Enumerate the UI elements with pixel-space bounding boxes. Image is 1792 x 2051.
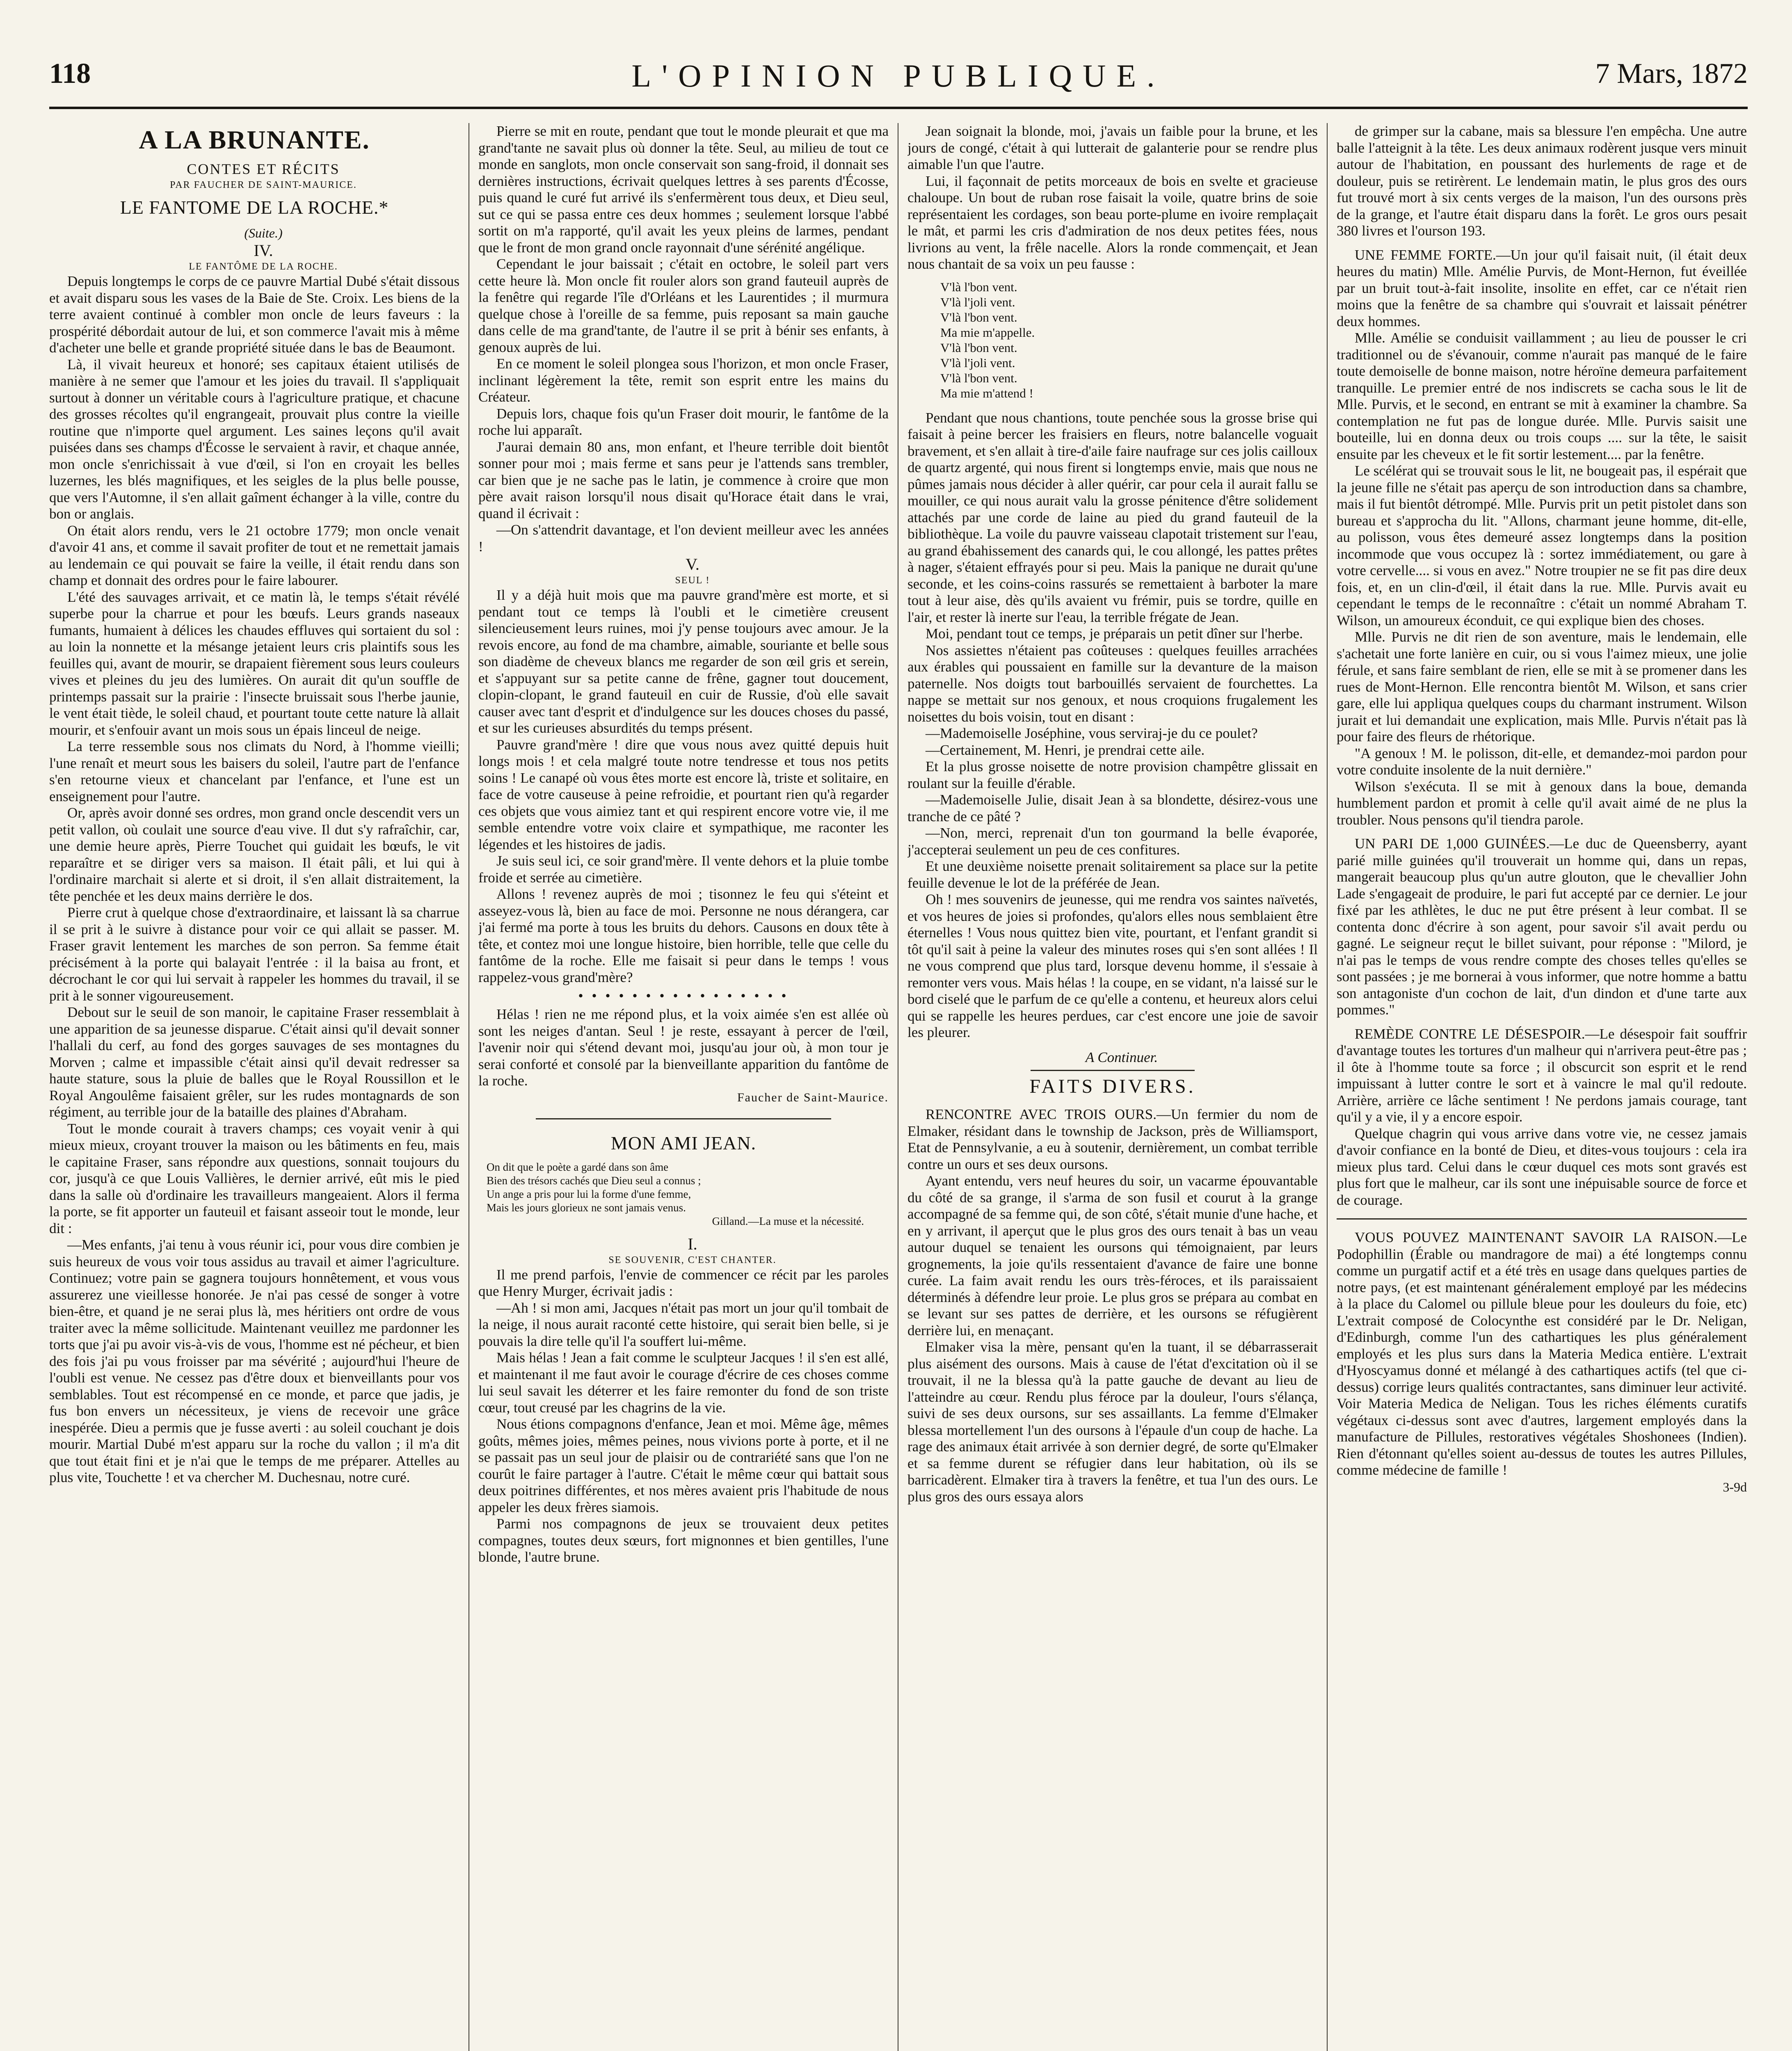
chapter-title: SEUL ! xyxy=(675,575,710,586)
news-item: UNE FEMME FORTE.—Un jour qu'il faisait nuit, (il était deux heures du matin) Mlle. Amélie Purvis, de Mont-Hernon, fut éveillée par un bruit tout-à-fait insolite, insolite en effet, car ce n'était rien moins que la fenêtre de sa chambre qui s'ouvrait et laissait pénétrer deux hommes. xyxy=(1337,247,1747,329)
song-line: Ma mie m'appelle. xyxy=(940,325,1035,340)
paragraph: —On s'attendrit davantage, et l'on devient meilleur avec les années ! xyxy=(478,522,889,555)
to-be-continued: A Continuer. xyxy=(1085,1049,1158,1065)
column-3 xyxy=(907,123,1318,2051)
paragraph: Lui, il façonnait de petits morceaux de bois en svelte et gracieuse chaloupe. Un bout de ruban rose faisait la voile, quatre brins de soie représentaient les cordages, son beau porte-plume en ivoire remplaçait le mât, et parmi les cris d'admiration de nos deux petites fées, nous livrions au vent, la frêle nacelle. Alors la ronde commençait, et Jean nous chantait de sa voix un peu fausse : xyxy=(907,173,1318,272)
paragraph: Le scélérat qui se trouvait sous le lit, ne bougeait pas, il espérait que la jeune fille ne s'était pas aperçu de son introduction dans sa chambre, mais il fut bientôt détrompé. Mlle. Purvis prit un petit pistolet dans son bureau et s'approcha du lit. "Allons, charmant jeune homme, dit-elle, au polisson, vous êtes demeuré assez longtemps dans la position incommode que vous occupez là : sortez immédiatement, ou gare à votre cervelle.... si vous en avez." Notre troupier ne se fit pas dire deux fois, et, en un clin-d'œil, il était dans la rue. Mlle. Purvis avait eu cependant le temps de le reconnaître : c'était un nommé Abraham T. Wilson, un amoureux éconduit, ce qui explique bien des choses. xyxy=(1337,463,1747,628)
paragraph: "A genoux ! M. le polisson, dit-elle, et demandez-moi pardon pour votre conduite insolente de la nuit dernière." xyxy=(1337,745,1747,778)
paragraph: Pierre crut à quelque chose d'extraordinaire, et laissant là sa charrue il se prit à le suivre à distance pour voir ce qui allait se passer. M. Fraser gravit lentement les marches de son perron. Sa femme était précisément à la porte qui balayait l'entrée : il la baisa au front, et décrochant le cor qui lui servait à rappeler les hommes du travail, il se prit à le sonner vigoureusement. xyxy=(49,904,459,1004)
paragraph: Depuis lors, chaque fois qu'un Fraser doit mourir, le fantôme de la roche lui apparaît. xyxy=(478,405,889,438)
ad-code: 3-9d xyxy=(1723,1479,1747,1494)
chapter-number: V. xyxy=(686,555,699,573)
paragraph: Ayant entendu, vers neuf heures du soir, un vacarme épouvantable du côté de sa grange, il s'arma de son fusil et courut à la grange accompagné de sa femme qui, de son côté, s'était munie d'une hache, et en y arrivant, il aperçut que le plus gros des ours tenait à bas un veau autour duquel se tenaient les oursons qui témoignaient, par leurs grognements, la joie qu'ils ressentaient d'avance de faire une bonne curée. La faim avait rendu les ours très-féroces, et ils paraissaient déterminés à défendre leur proie. Le plus gros se prépara au combat en se levant sur ses pattes de derrière, et les oursons se réfugièrent derrière lui, en menaçant. xyxy=(907,1173,1318,1338)
song-line: V'là l'bon vent. xyxy=(940,370,1017,385)
issue-date: 7 Mars, 1872 xyxy=(1595,58,1748,89)
paragraph: Il me prend parfois, l'envie de commencer ce récit par les paroles que Henry Murger, écrivait jadis : xyxy=(478,1266,889,1299)
paragraph: Nos assiettes n'étaient pas coûteuses : quelques feuilles arrachées aux érables qui poussaient en famille sur la devanture de la maison paternelle. Nos doigts tout barbouillés servaient de fourchettes. La nappe se mettait sur nos genoux, et nous croquions frugalement les noisettes du bois voisin, tout en disant : xyxy=(907,642,1318,725)
column-4 xyxy=(1337,123,1747,2051)
paragraph: Depuis longtemps le corps de ce pauvre Martial Dubé s'était dissous et avait disparu sous les vases de la Baie de Ste. Croix. Les biens de la terre avaient continué à combler mon oncle de leurs faveurs : la prospérité débordait autour de lui, et son commerce l'avait mis à même d'acheter une belle et grande propriété située dans le bas de Beaumont. xyxy=(49,273,459,356)
chapter-number: IV. xyxy=(254,241,273,260)
paragraph: Cependant le jour baissait ; c'était en octobre, le soleil part vers cette heure là. Mon oncle fit rouler alors son grand fauteuil auprès de la fenêtre qui regarde l'île d'Orléans et les Laurentides ; il murmura quelque chose à l'oreille de sa femme, puis reposant sa main gauche dans celle de ma grand'tante, de l'autre il se prit à bénir ses enfants, à genoux auprès de lui. xyxy=(478,256,889,355)
paragraph: de grimper sur la cabane, mais sa blessure l'en empêcha. Une autre balle l'atteignit à la tête. Les deux animaux rodèrent jusque vers minuit autour de l'habitation, en poussant des hurlements de rage et de douleur, puis se retirèrent. Le lendemain matin, le plus gros des ours fut trouvé mort à six cents verges de la maison, l'un des oursons près de la grange, et l'autre était disparu dans la forêt. Le gros ours pesait 380 livres et l'ourson 193. xyxy=(1337,123,1747,239)
paragraph: Allons ! revenez auprès de moi ; tisonnez le feu qui s'éteint et asseyez-vous là, bien au face de moi. Personne ne nous dérangera, car j'ai fermé ma porte à tous les bruits du dehors. Causons en doux tête à tête, et contez moi une longue histoire, bien horrible, telle que celle du fantôme de la roche. Elle me faisait si peur dans le temps ! vous rappelez-vous grand'mère? xyxy=(478,886,889,985)
paragraph: En ce moment le soleil plongea sous l'horizon, et mon oncle Fraser, inclinant légèrement la tête, remit son esprit entre les mains du Créateur. xyxy=(478,356,889,405)
paragraph: Nous étions compagnons d'enfance, Jean et moi. Même âge, mêmes goûts, mêmes joies, mêmes peines, nous vivions porte à porte, et il ne se passait pas un seul jour de plaisir ou de contrariété sans que l'on ne courût le faire partager à l'autre. C'était le même cœur qui battait sous deux poitrines différentes, et nos mères avaient pris l'habitude de nous appeler les deux frères siamois. xyxy=(478,1416,889,1515)
author-signature: Faucher de Saint-Maurice. xyxy=(737,1090,889,1104)
faits-divers-title: FAITS DIVERS. xyxy=(1029,1076,1196,1097)
story-title: MON AMI JEAN. xyxy=(610,1132,757,1153)
song-line: V'là l'joli vent. xyxy=(940,295,1015,309)
song-line: V'là l'joli vent. xyxy=(940,355,1015,370)
paragraph: Mais hélas ! Jean a fait comme le sculpteur Jacques ! il s'en est allé, et maintenant il me faut avoir le courage d'écrire de ces choses comme lui seul savait les déterrer et les faire remonter du fond de son triste cœur, tout creusé par les chagrins de la vie. xyxy=(478,1350,889,1416)
section-divider xyxy=(1031,1070,1195,1071)
section-title: A LA BRUNANTE. xyxy=(139,125,370,154)
paragraph: —Mademoiselle Julie, disait Jean à sa blondette, désirez-vous une tranche de ce pâté ? xyxy=(907,792,1318,825)
song-line: V'là l'bon vent. xyxy=(940,310,1017,324)
paragraph: Je suis seul ici, ce soir grand'mère. Il vente dehors et la pluie tombe froide et serrée au cimetière. xyxy=(478,853,889,886)
paragraph: —Mes enfants, j'ai tenu à vous réunir ici, pour vous dire combien je suis heureux de vous voir tous assidus au travail et aimer l'agriculture. Continuez; votre pain se gagnera toujours honnêtement, et vous vous assurerez une vieillesse honorée. Je n'ai pas cessé de songer à votre bien-être, et quand je ne serai plus là, mes héritiers ont ordre de vous traiter avec la même sollicitude. Maintenant veuillez me pardonner les torts que j'ai pu avoir vis-à-vis de vous, l'homme est né pécheur, et bien des fois j'ai pu vous froisser par ma sévérité ; aujourd'hui l'heure de l'oubli est venue. Ne cessez pas d'être doux et bienveillants pour vos semblables. Tout est récompensé en ce monde, et parce que jadis, je fus bon envers un nécessiteux, je viens de recevoir une grâce inespérée. Dieu a permis que je fusse averti : au soleil couchant je dois mourir. Martial Dubé m'est apparu sur la roche du vallon ; il m'a dit que tout était fini et je n'ai que le temps de me préparer. Attelles au plus vite, Touchette ! et va chercher M. Duchesnau, notre curé. xyxy=(49,1237,459,1485)
paragraph: La terre ressemble sous nos climats du Nord, à l'homme vieilli; l'une renaît et meurt sous les baisers du soleil, l'autre part de l'enfance s'en retourne vieux et chancelant par l'enfance, et l'une est un enseignement pour l'autre. xyxy=(49,738,459,804)
section-subtitle: CONTES ET RÉCITS xyxy=(187,161,340,177)
paper-title: L'OPINION PUBLIQUE. xyxy=(631,58,1166,94)
epigraph xyxy=(487,1160,880,1228)
columns xyxy=(49,123,1748,2051)
paragraph: Wilson s'exécuta. Il se mit à genoux dans la boue, demanda humblement pardon et promit à celle qu'il avait aimé de ne plus la troubler. Nous pensons qu'il tiendra parole. xyxy=(1337,778,1747,828)
advertisement: VOUS POUVEZ MAINTENANT SAVOIR LA RAISON.—Le Podophillin (Érable ou mandragore de mai) a été longtemps connu comme un purgatif actif et a été très en usage dans quelques parties de notre pays, (et est maintenant généralement employé par les médecins à la place du Calomel ou pillule bleue pour les douleurs du foie, etc) L'extrait composé de Colocynthe est considéré par le Dr. Neligan, d'Edinburgh, comme l'un des cathartiques les plus généralement employés et les plus surs dans la Materia Medica entière. L'extrait d'Hyoscyamus donné et mélangé à des cathartiques actifs (tel que ci-dessus) corrige leurs qualités contractantes, sans diminuer leur activité. Voir Materia Medica de Neligan. Tous les riches éléments curatifs végétaux ci-dessus sont avec d'autres, largement employés dans la manufacture de Pillules, restoratives végétales Shoshonees (Indien). Rien d'étonnant qu'elles soient au-dessus de toutes les autres Pillules, comme médecine de famille ! xyxy=(1337,1229,1747,1478)
paragraph: L'été des sauvages arrivait, et ce matin là, le temps s'était révélé superbe pour la charrue et pour les bœufs. Leurs grands naseaux fumants, humaient à délices les chaudes effluves qui sortaient du sol : au loin la nonnette et la mésange jetaient leurs cris plaintifs sous les feuilles qui, avant de mourir, se drapaient fièrement sous leurs couleurs vives et pleines du jeu des lumières. On aurait dit qu'un souffle de printemps passait sur la prairie : l'insecte bruissait sous l'herbe jaunie, le vent était tiède, le soleil chaud, et pourtant toute cette nature là allait mourir, et s'enfouir avant un mois sous un épais linceul de neige. xyxy=(49,589,459,738)
paragraph: Tout le monde courait à travers champs; ces voyait venir à qui mieux mieux, croyant trouver la maison ou les bâtiments en feu, mais le capitaine Fraser, sans répondre aux questions, sonnait toujours du cor, jusqu'à ce que Louis Vallières, le dernier arrivé, eût mis le pied dans la salle où d'ordinaire les travailleurs mangeaient. Alors il ferma la porte, se fit apporter un fauteuil et faisant asseoir tout le monde, leur dit : xyxy=(49,1120,459,1236)
chapter-title: LE FANTÔME DE LA ROCHE. xyxy=(189,261,338,272)
story-title: LE FANTOME DE LA ROCHE.* xyxy=(120,197,389,218)
paragraph: Hélas ! rien ne me répond plus, et la voix aimée s'en est allée où sont les neiges d'antan. Seul ! je reste, essayant à percer de l'œil, l'avenir noir qui s'étend devant moi, jusqu'au jour où, à mon tour je serai conforté et consolé par la bienveillante apparition du fantôme de la roche. xyxy=(478,1006,889,1089)
paragraph: Debout sur le seuil de son manoir, le capitaine Fraser ressemblait à une apparition de sa jeunesse disparue. C'était ainsi qu'il devait sonner l'hallali du cerf, au fond des gorges sauvages de ses montagnes du Morven ; calme et impassible c'était ainsi qu'il devait redresser sa haute stature, sous la pluie de balles que le Royal Roussillon et le Royal Angoulême faisaient grêler, sur les rudes montagnards de son régiment, au terrible jour de la bataille des plaines d'Abraham. xyxy=(49,1004,459,1120)
news-item: RENCONTRE AVEC TROIS OURS.—Un fermier du nom de Elmaker, résidant dans le township de Jackson, près de Williamsport, Etat de Pennsylvanie, a eu à soutenir, dernièrement, un combat terrible contre un ours et ses deux oursons. xyxy=(907,1106,1318,1172)
epigraph-attribution: Gilland.—La muse et la nécessité. xyxy=(712,1215,864,1227)
paragraph: Et la plus grosse noisette de notre provision champêtre glissait en roulant sur la feuille d'érable. xyxy=(907,758,1318,791)
epigraph-line: Mais les jours glorieux ne sont jamais venus. xyxy=(487,1201,686,1214)
paragraph: Oh ! mes souvenirs de jeunesse, qui me rendra vos saintes naïvetés, et vos heures de joies si profondes, qu'alors elles nous semblaient être éternelles ! Vous nous quittez bien vite, pourtant, et l'enfant grandit si tôt qu'il sait à peine la valeur des minutes roses qui s'en sont allées ! Il ne vous comprend que plus tard, lorsque devenu homme, il s'essaie à remonter vers vous. Mais hélas ! la coupe, en se vidant, n'a laissé sur le bord ciselé que le parfum de ce qu'elle a contenu, et heureux alors celui qui se rappelle les heures perdues, car c'est encore une joie de savoir les pleurer. xyxy=(907,891,1318,1040)
paragraph: Or, après avoir donné ses ordres, mon grand oncle descendit vers un petit vallon, où coulait une source d'eau vive. Il dut s'y rafraîchir, car, une demie heure après, Pierre Touchet qui guidait les bœufs, le vit reparaître et se diriger vers sa maison. Il était pâli, et lui qui à l'ordinaire marchait si alerte et si droit, il s'en allait distraitement, la tête penchée et les deux mains derrière le dos. xyxy=(49,805,459,904)
epigraph-line: Un ange a pris pour lui la forme d'une femme, xyxy=(487,1188,691,1200)
paragraph: Parmi nos compagnons de jeux se trouvaient deux petites compagnes, toutes deux sœurs, fort mignonnes et bien gentilles, l'une blonde, l'autre brune. xyxy=(478,1516,889,1565)
chapter-number: I. xyxy=(688,1234,697,1253)
song-line: Ma mie m'attend ! xyxy=(940,386,1033,400)
section-byline: PAR FAUCHER DE SAINT-MAURICE. xyxy=(170,180,357,190)
page-number: 118 xyxy=(49,58,91,89)
paragraph: Pauvre grand'mère ! dire que vous nous avez quitté depuis huit longs mois ! et cela malgré toute notre tendresse et tous nos petits soins ! Le canapé où vous êtes morte est encore là, triste et solitaire, en face de votre causeuse à peine refroidie, et pourtant rien qu'à regarder ces objets que vous aimiez tant et qui respirent encore votre vie, il me semble entendre votre voix claire et sympathique, me raconter les légendes et les histoires de jadis. xyxy=(478,736,889,852)
song-line: V'là l'bon vent. xyxy=(940,340,1017,355)
column-rule xyxy=(1327,123,1328,2051)
paragraph: J'aurai demain 80 ans, mon enfant, et l'heure terrible doit bientôt sonner pour moi ; mais ferme et sans peur je l'attends sans trembler, car bien que je ne sache pas le latin, je commence à croire que mon père avait raison lorsqu'il nous disait qu'Horace était dans le vrai, quand il écrivait : xyxy=(478,439,889,521)
paragraph: Et une deuxième noisette prenait solitairement sa place sur la petite feuille devenue le lot de la préférée de Jean. xyxy=(907,858,1318,891)
song-line: V'là l'bon vent. xyxy=(940,279,1017,294)
masthead xyxy=(49,53,1748,109)
chapter-title: SE SOUVENIR, C'EST CHANTER. xyxy=(608,1254,777,1265)
column-1 xyxy=(49,123,459,2051)
paragraph: —Certainement, M. Henri, je prendrai cette aile. xyxy=(926,742,1205,758)
paragraph: —Non, merci, reprenait d'un ton gourmand la belle évaporée, j'accepterai seulement un peu de ces confitures. xyxy=(907,825,1318,858)
paragraph: Pierre se mit en route, pendant que tout le monde pleurait et que ma grand'tante ne savait plus où donner la tête. Seul, au milieu de tout ce monde en sanglots, mon oncle conservait son sang-froid, il donnait ses dernières instructions, écrivait quelques lettres à ses parents d'Écosse, puis quand le curé fut arrivé ils s'enfermèrent tous deux, et Dieu seul, sut ce qui se passa entre ces deux hommes ; seulement lorsque l'abbé sortit on m'a rapporté, qu'il avait les yeux pleins de larmes, pendant que le front de mon grand oncle rayonnait d'une sérénité angélique. xyxy=(478,123,889,256)
paragraph: Elmaker visa la mère, pensant qu'en la tuant, il se débarrasserait plus aisément des oursons. Mais à cause de l'état d'excitation où il se trouvait, il ne la blessa qu'à la patte gauche de devant au lieu de l'atteindre au cœur. Rendu plus féroce par la douleur, l'ours s'élança, suivi de ses deux oursons, sur ses assaillants. La femme d'Elmaker blessa mortellement l'un des oursons à l'épaule d'un coup de hache. La rage des animaux était arrivée à son dernier degré, de sorte qu'Elmaker et sa femme durent se réfugier dans leur habitation, où ils se barricadèrent. Elmaker tira à travers la fenêtre, et tua l'un des ours. Le plus gros des ours essaya alors xyxy=(907,1339,1318,1505)
paragraph: Mlle. Amélie se conduisit vaillamment ; au lieu de pousser le cri traditionnel ou de s'évanouir, comme n'aurait pas manqué de le faire toute demoiselle de bonne maison, notre héroïne demeura parfaitement tranquille. Le premier entré de nos indiscrets se cacha sous le lit de Mlle. Purvis, et le second, en entrant se mit à examiner la chambre. Sa contemplation ne fut pas de longue durée. Mlle. Purvis saisit une bouteille, lui en donna deux ou trois coups .... sur la tête, le saisit ensuite par les cheveux et le fit sortir lestement.... par la fenêtre. xyxy=(1337,330,1747,462)
dot-separator: • • • • • • • • • • • • • • • • xyxy=(578,988,789,1004)
epigraph-line: On dit que le poète a gardé dans son âme xyxy=(487,1160,669,1173)
column-2 xyxy=(478,123,889,2051)
paragraph: On était alors rendu, vers le 21 octobre 1779; mon oncle venait d'avoir 41 ans, et comme il savait profiter de tout et ne remettait jamais au lendemain ce qui pouvait se faire la veille, il était rendu dans son champ et donnait des ordres pour le faire labourer. xyxy=(49,522,459,588)
paragraph: Il y a déjà huit mois que ma pauvre grand'mère est morte, et si pendant tout ce temps là l'oubli et le cimetière creusent silencieusement leurs ruines, moi j'y pense toujours avec amour. Je la revois encore, au fond de ma chambre, aimable, souriante et belle sous son diadème de cheveux blancs me regarder de son œil gris et serein, et s'appuyant sur sa petite canne de frêne, gagner tout doucement, clopin-clopant, le grand fauteuil en cuir de Russie, d'où elle savait causer avec tant d'esprit et d'indulgence sur les douces choses du passé, et sur les curieuses absurdités du temps présent. xyxy=(478,587,889,736)
paragraph: Là, il vivait heureux et honoré; ses capitaux étaient utilisés de manière à ne semer que l'amour et les joies du travail. Il s'appliquait surtout à donner un véritable cours à l'agriculture pratique, et chacune des grosses récoltes qu'il engrangeait, prouvait plus contre la vieille routine que n'importe quel argument. Les saines leçons qu'il avait puisées dans ses champs d'Écosse le servaient à ravir, et chaque année, mon oncle s'enrichissait à vue d'œil, si l'on en croyait les belles luzernes, les blés magnifiques, et les seigles de la plus belle pousse, que vers l'Automne, il s'en allait gaîment échanger à la ville, contre du bon or anglais. xyxy=(49,356,459,522)
paragraph: Jean soignait la blonde, moi, j'avais un faible pour la brune, et les jours de congé, c'était à qui lutterait de galanterie pour se rendre plus aimable l'un que l'autre. xyxy=(907,123,1318,172)
news-item: REMÈDE CONTRE LE DÉSESPOIR.—Le désespoir fait souffrir d'avantage toutes les tortures d'un malheur qui n'arrivera peut-être pas ; il ôte à l'homme toute sa force ; il obscurcit son esprit et le rend impuissant à lutter contre le sort et à vaincre le mal qu'il redoute. Arrière, arrière ce lâche sentiment ! Ne perdons jamais courage, tant qu'il y a vie, il y a encore espoir. xyxy=(1337,1026,1747,1125)
section-divider xyxy=(1337,1218,1747,1220)
paragraph: —Mademoiselle Joséphine, vous serviraj-je du ce poulet? xyxy=(926,725,1258,741)
suite-note: (Suite.) xyxy=(244,226,283,240)
paragraph: Moi, pendant tout ce temps, je préparais un petit dîner sur l'herbe. xyxy=(926,626,1303,642)
news-item: UN PARI DE 1,000 GUINÉES.—Le duc de Queensberry, ayant parié mille guinées qu'il trouverait un homme qui, dans un repas, mangerait beaucoup plus qu'un autre glouton, que le chevallier John Lade s'engageait de produire, le pari fut accepté par ce dernier. Le jour fixé par les athlètes, le duc ne put être présent à leur combat. Il se contenta donc d'écrire à son agent, pour savoir s'il avait perdu ou gagné. Le seigneur reçut le billet suivant, pour réponse : "Milord, je n'ai pas le temps de vous rendre compte des choses telles qu'elles se sont passées ; je me bornerai à vous informer, que notre homme a battu son antagoniste d'un cochon de lait, d'un dindon et d'une tarte aux pommes." xyxy=(1337,836,1747,1018)
paragraph: —Ah ! si mon ami, Jacques n'était pas mort un jour qu'il tombait de la neige, il nous aurait raconté cette histoire, qui serait bien belle, si je pouvais la dire telle qu'il l'a souffert lui-même. xyxy=(478,1300,889,1349)
paragraph: Quelque chagrin qui vous arrive dans votre vie, ne cessez jamais d'avoir confiance en la bonté de Dieu, et dites-vous toujours : cela ira mieux plus tard. Celui dans le cœur duquel ces mots sont gravés est plus fort que le malheur, car ils sont une inépuisable source de force et de courage. xyxy=(1337,1125,1747,1208)
section-divider xyxy=(536,1118,831,1119)
paragraph: Pendant que nous chantions, toute penchée sous la grosse brise qui faisait à peine bercer les fraisiers en fleurs, notre balancelle voguait bravement, et s'en allait à tire-d'aile faire naufrage sur ces jolis cailloux de quartz argenté, qui nous firent si longtemps envie, mais que nous ne pûmes jamais nous décider à aller quérir, car pour cela il aurait fallu se mouiller, ce qui nous aurait valu la grosse pénitence d'être solidement attachés par une corde de laine au pied du grand fauteuil de la bibliothèque. La voile du pauvre vaisseau clapotait tristement sur l'eau, au grand ébahissement des canards qui, le cou allongé, les pattes prêtes à nager, s'étaient effrayés pour si peu. Mais la panique ne durait qu'une seconde, et les coins-coins rassurés se remettaient à barboter la mare tout à leur aise, dès qu'ils avaient vu frémir, puis se tordre, quille en l'air, et rester là inerte sur l'eau, la terrible frégate de Jean. xyxy=(907,409,1318,625)
epigraph-line: Bien des trésors cachés que Dieu seul a connus ; xyxy=(487,1174,701,1187)
song-verse xyxy=(940,279,1318,401)
paragraph: Mlle. Purvis ne dit rien de son aventure, mais le lendemain, elle s'achetait une forte lanière en cuir, ou si vous l'aimez mieux, une jolie férule, et sans faire semblant de rien, elle se mit à se promener dans les rues de Mont-Hernon. Elle rencontra bientôt M. Wilson, et sans crier gare, elle lui appliqua quelques coups du charmant instrument. Wilson jurait et lui demandait une explication, mais Mlle. Purvis n'était pas là pour faire des fleurs de rhétorique. xyxy=(1337,629,1747,745)
